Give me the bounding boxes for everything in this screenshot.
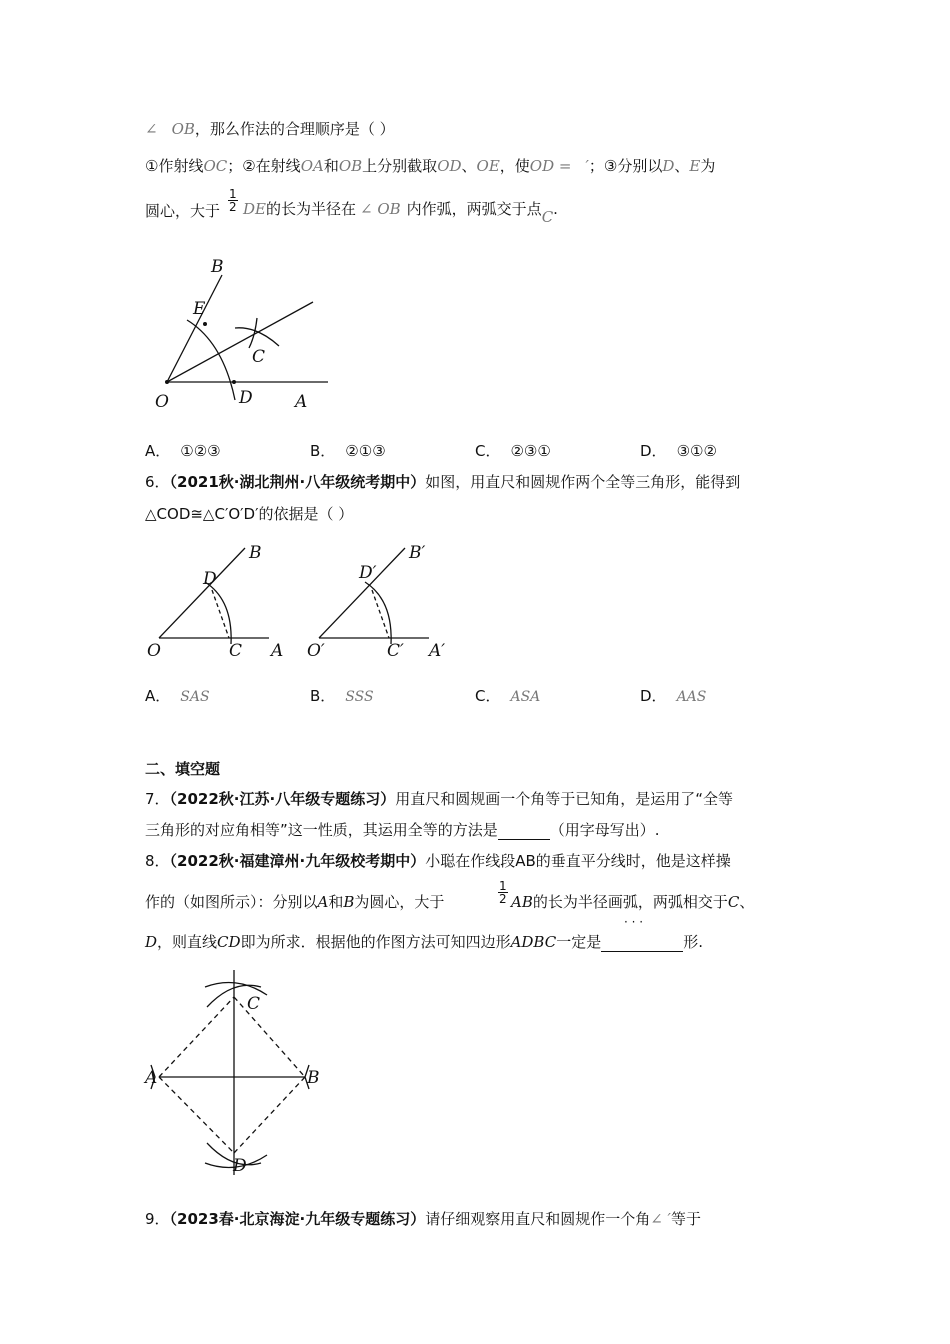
q6-option-c[interactable]: C． ASA — [475, 687, 541, 705]
q6-figure-original — [145, 540, 295, 665]
q6-line1: 6．（2021秋·湖北荆州·八年级统考期中）如图，用直尺和圆规作两个全等三角形，能得到 — [145, 473, 741, 491]
point-d — [232, 380, 236, 384]
ray-ob — [159, 548, 245, 638]
arc-from-d — [235, 328, 279, 346]
label-b-prime: B′ — [409, 543, 426, 563]
q5-option-b[interactable]: B． ②①③ — [310, 442, 386, 460]
section-title-fill-in: 二、填空题 — [145, 760, 221, 778]
q6-option-b[interactable]: B． SSS — [310, 687, 374, 705]
q8-line3: D，则直线CD即为所求．根据他的作图方法可知四边形ADBC一定是 形. — [145, 933, 704, 951]
q5-line1: ∠ OB，那么作法的合理顺序是（ ） — [145, 120, 395, 138]
label-d: D — [239, 388, 253, 408]
label-o-prime: O′ — [307, 641, 325, 661]
q6-figure-copy — [305, 540, 455, 665]
q8-perpendicular-bisector-figure — [145, 965, 325, 1180]
q6-option-a[interactable]: A． SAS — [145, 687, 210, 705]
label-c: C — [229, 641, 243, 661]
ray-ob-prime — [319, 548, 405, 638]
q5-line3b: DE的长为半径在 ∠ OB 内作弧，两弧交于点C. — [243, 200, 558, 226]
label-c: C — [252, 347, 266, 367]
label-a: A — [271, 641, 284, 661]
q7-answer-blank[interactable] — [498, 821, 550, 840]
label-c: C — [247, 994, 261, 1014]
q5-line3a: 圆心，大于 — [145, 202, 221, 220]
ray-ob — [167, 275, 222, 382]
label-d: D — [203, 569, 217, 589]
label-e: E — [193, 299, 206, 319]
dashed-db — [234, 1077, 305, 1153]
label-a: A — [295, 392, 308, 412]
point-e — [203, 322, 207, 326]
q6-option-d[interactable]: D． AAS — [640, 687, 707, 705]
arc-cd-prime — [365, 582, 391, 644]
q5-steps-line: ①作射线OC；②在射线OA和OB上分别截取OD、OE，使OD = ′；③分别以D、E为 — [145, 157, 716, 175]
q6-line2: △COD≅△C′O′D′的依据是（ ） — [145, 505, 354, 523]
q5-fraction: $\frac{1}{2}$ — [229, 187, 237, 214]
q5-option-c[interactable]: C． ②③① — [475, 442, 551, 460]
label-a-prime: A′ — [429, 641, 446, 661]
q8-line1: 8．（2022秋·福建漳州·九年级校考期中）小聪在作线段AB的垂直平分线时，他是这样操 — [145, 852, 731, 870]
point-o — [165, 380, 169, 384]
q8-fraction: $\frac{1}{2}$ — [499, 879, 507, 906]
dashed-ad — [159, 1077, 234, 1153]
arc-de — [187, 320, 235, 400]
label-b: B — [307, 1068, 320, 1088]
q8-line2a: 作的（如图所示）：分别以A和B为圆心，大于 — [145, 893, 445, 911]
label-d: D — [233, 1156, 247, 1176]
dashed-ac — [159, 997, 234, 1077]
label-c-prime: C′ — [387, 641, 404, 661]
label-o: O — [147, 641, 161, 661]
q5-option-d[interactable]: D． ③①② — [640, 442, 717, 460]
q8-answer-blank[interactable] — [601, 933, 683, 952]
q9-line1: 9．（2023春·北京海淀·九年级专题练习）请仔细观察用直尺和圆规作一个角∠ ′等于 — [145, 1210, 701, 1228]
label-b: B — [249, 543, 262, 563]
q8-emphasis-dots: · · · — [624, 915, 644, 929]
arc-cd — [205, 582, 231, 644]
dashed-cb — [234, 997, 305, 1077]
q7-line2: 三角形的对应角相等”这一性质，其运用全等的方法是 （用字母写出）. — [145, 821, 660, 839]
label-b: B — [211, 257, 224, 277]
q7-line1: 7．（2022秋·江苏·八年级专题练习）用直尺和圆规画一个角等于已知角，是运用了“全等 — [145, 790, 733, 808]
ray-oc — [167, 302, 313, 382]
label-o: O — [155, 392, 169, 412]
q5-option-a[interactable]: A． ①②③ — [145, 442, 221, 460]
label-a: A — [145, 1068, 158, 1088]
q8-line2b: AB的长为半径画弧，两弧相交于C、 — [511, 893, 755, 911]
label-d-prime: D′ — [359, 563, 377, 583]
q5-angle-bisector-figure — [145, 250, 345, 415]
